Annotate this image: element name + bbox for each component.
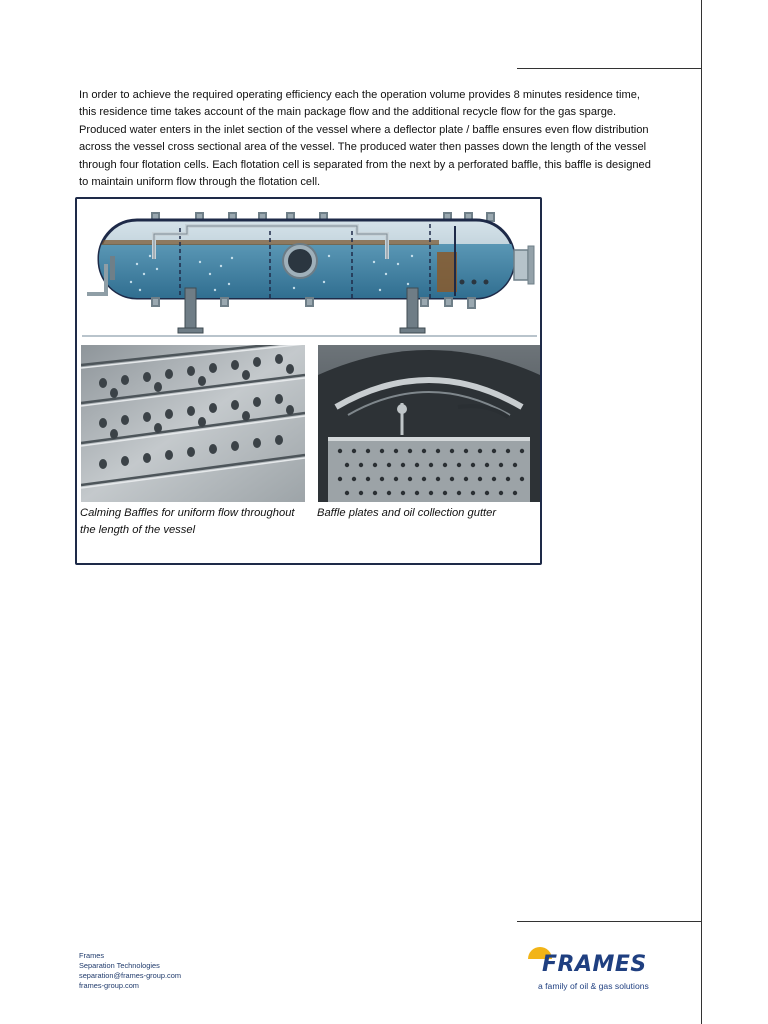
body-paragraph: In order to achieve the required operating efficiency each the operation volume provides 8 minutes residence time, this residence time takes account of the main package flow and the additional recycle flow for the gas sparge. Produced water enters in the inlet section of the vessel where a deflector plate / baffle ensures even flow distribution across the vessel cross sectional area of the vessel. The produced water then passes down the length of the vessel through four flotation cells. Each flotation cell is separated from the next by a perforated baffle, this baffle is designed to maintain uniform flow through the flotation cell. <box>79 89 651 189</box>
logo-tagline: a family of oil & gas solutions <box>538 981 649 991</box>
footer-rule <box>517 921 702 922</box>
frames-logo <box>524 943 674 993</box>
contact-email[interactable]: separation@frames-group.com <box>79 971 181 980</box>
division-name: Separation Technologies <box>79 961 160 970</box>
figure-frame <box>75 197 542 565</box>
margin-vertical-rule <box>701 0 702 1024</box>
footer-contact <box>79 951 181 991</box>
company-name: Frames <box>79 951 105 960</box>
caption-calming-baffles: Calming Baffles for uniform flow throughout the length of the vessel <box>80 507 295 536</box>
logo-wordmark: FRAMES <box>542 952 647 977</box>
website-link[interactable]: frames-group.com <box>79 981 139 990</box>
calming-baffles-photo <box>81 345 305 502</box>
caption-oil-gutter: Baffle plates and oil collection gutter <box>317 507 497 519</box>
vessel-diagram <box>82 204 537 342</box>
header-rule <box>517 68 702 69</box>
oil-gutter-photo <box>318 345 540 502</box>
